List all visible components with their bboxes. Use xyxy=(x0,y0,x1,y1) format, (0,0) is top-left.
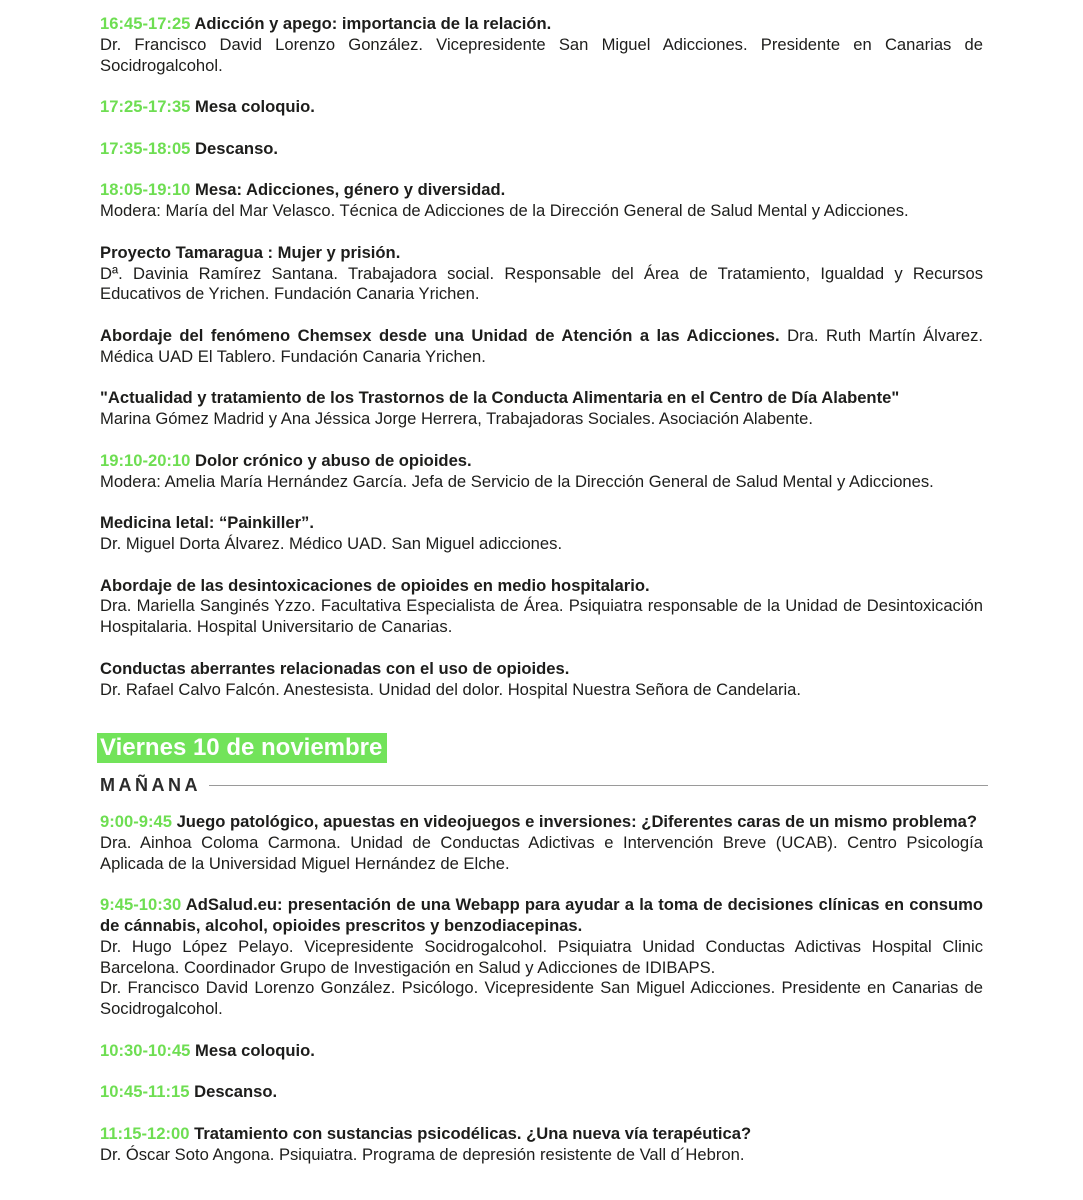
item-title: Abordaje de las desintoxicaciones de opioides en medio hospitalario. xyxy=(100,575,650,595)
item-title: Conductas aberrantes relacionadas con el uso de opioides. xyxy=(100,658,570,678)
item-time: 9:00-9:45 xyxy=(100,812,172,832)
schedule-item xyxy=(100,1082,983,1103)
item-speaker: Marina Gómez Madrid y Ana Jéssica Jorge Herrera, Trabajadoras Sociales. Asociación Alabente. xyxy=(100,409,813,429)
item-title: Dolor crónico y abuso de opioides. xyxy=(190,450,472,470)
program-content xyxy=(100,14,983,1186)
item-speaker: Dra. Ruth Martín Álvarez. Médica UAD El Tablero. Fundación Canaria Yrichen. xyxy=(100,325,984,366)
item-speaker: Dr. Óscar Soto Angona. Psiquiatra. Programa de depresión resistente de Vall d´Hebron. xyxy=(100,1144,745,1164)
schedule-item xyxy=(100,659,983,701)
item-heading xyxy=(100,388,983,409)
item-speaker: Dª. Davinia Ramírez Santana. Trabajadora social. Responsable del Área de Tratamiento, Igualdad y Recursos Educativos de Yrichen. Fundación Canaria Yrichen. xyxy=(100,263,983,304)
item-speaker: Dr. Rafael Calvo Falcón. Anestesista. Unidad del dolor. Hospital Nuestra Señora de Candelaria. xyxy=(100,679,802,699)
item-heading xyxy=(100,1041,983,1062)
item-heading xyxy=(100,451,983,472)
item-time: 9:45-10:30 xyxy=(100,895,182,915)
item-time: 10:45-11:15 xyxy=(100,1082,190,1102)
schedule-item xyxy=(100,180,983,222)
schedule-item xyxy=(100,243,983,305)
item-time: 18:05-19:10 xyxy=(100,180,191,200)
schedule-item xyxy=(100,388,983,430)
item-speaker: Dr. Francisco David Lorenzo González. Vicepresidente San Miguel Adicciones. Presidente en Canarias de Socidrogalcohol. xyxy=(100,34,983,75)
item-title: Adicción y apego: importancia de la relación. xyxy=(190,14,552,33)
item-title: Proyecto Tamaragua : Mujer y prisión. xyxy=(100,242,401,262)
item-title: Mesa: Adicciones, género y diversidad. xyxy=(190,180,506,200)
item-heading xyxy=(100,1124,983,1145)
item-speaker: Dra. Mariella Sanginés Yzzo. Facultativa Especialista de Área. Psiquiatra responsable de la Unidad de Desintoxicación Hospitalaria. Hospital Universitario de Canarias. xyxy=(100,596,983,637)
schedule-item xyxy=(100,14,983,76)
item-title: AdSalud.eu: presentación de una Webapp para ayudar a la toma de decisiones clínicas en consumo de cánnabis, alcohol, opioides prescritos y benzodiacepinas. xyxy=(100,895,983,936)
afternoon-schedule xyxy=(100,14,983,700)
item-heading xyxy=(100,659,983,680)
item-time: 16:45-17:25 xyxy=(100,14,191,33)
item-title: Abordaje del fenómeno Chemsex desde una Unidad de Atención a las Adicciones. xyxy=(100,325,780,345)
section-header xyxy=(100,775,988,796)
schedule-item xyxy=(100,451,983,493)
item-heading xyxy=(100,513,983,534)
schedule-item xyxy=(100,812,983,874)
item-title: Tratamiento con sustancias psicodélicas. ¿Una nueva vía terapéutica? xyxy=(189,1124,752,1144)
schedule-item xyxy=(100,1041,983,1062)
schedule-item xyxy=(100,1124,983,1166)
item-title: Descanso. xyxy=(190,138,279,158)
item-title: "Actualidad y tratamiento de los Trastornos de la Conducta Alimentaria en el Centro de Día Alabente" xyxy=(100,388,900,408)
item-heading xyxy=(100,326,983,368)
item-heading xyxy=(100,576,983,597)
item-speaker: Dr. Francisco David Lorenzo González. Psicólogo. Vicepresidente San Miguel Adicciones. Presidente en Canarias de Socidrogalcohol. xyxy=(100,978,983,1019)
schedule-item xyxy=(100,576,983,638)
section-divider xyxy=(209,785,988,786)
item-speaker: Dr. Hugo López Pelayo. Vicepresidente Socidrogalcohol. Psiquiatra Unidad Conductas Adictivas Hospital Clinic Barcelona. Coordinador Grupo de Investigación en Salud y Adicciones de IDIBAPS. xyxy=(100,936,983,977)
morning-schedule xyxy=(100,812,983,1166)
item-title: Mesa coloquio. xyxy=(190,1040,315,1060)
item-title: Juego patológico, apuestas en videojuegos e inversiones: ¿Diferentes caras de un mismo problema? xyxy=(171,812,977,832)
schedule-item xyxy=(100,139,983,160)
schedule-item xyxy=(100,97,983,118)
item-speaker: Dra. Ainhoa Coloma Carmona. Unidad de Conductas Adictivas e Intervención Breve (UCAB). Centro Psicología Aplicada de la Universidad Miguel Hernández de Elche. xyxy=(100,832,983,873)
item-title: Medicina letal: “Painkiller”. xyxy=(100,513,314,533)
item-time: 17:25-17:35 xyxy=(100,97,191,117)
section-label: MAÑANA xyxy=(100,775,201,796)
item-heading xyxy=(100,895,983,937)
schedule-item xyxy=(100,513,983,555)
item-time: 19:10-20:10 xyxy=(100,450,191,470)
item-speaker: Modera: María del Mar Velasco. Técnica de Adicciones de la Dirección General de Salud Mental y Adicciones. xyxy=(100,201,909,221)
item-speaker: Dr. Miguel Dorta Álvarez. Médico UAD. San Miguel adicciones. xyxy=(100,533,563,553)
schedule-item xyxy=(100,895,983,1020)
item-heading xyxy=(100,243,983,264)
item-time: 10:30-10:45 xyxy=(100,1040,191,1060)
item-speaker: Modera: Amelia María Hernández García. Jefa de Servicio de la Dirección General de Salud Mental y Adicciones. xyxy=(100,471,934,491)
item-heading xyxy=(100,97,983,118)
item-title: Descanso. xyxy=(189,1082,278,1102)
item-heading xyxy=(100,180,983,201)
item-heading xyxy=(100,1082,983,1103)
item-heading xyxy=(100,139,983,160)
item-heading xyxy=(100,812,983,833)
item-time: 17:35-18:05 xyxy=(100,138,191,158)
day-heading: Viernes 10 de noviembre xyxy=(97,733,387,763)
item-title: Mesa coloquio. xyxy=(190,97,315,117)
item-time: 11:15-12:00 xyxy=(100,1124,190,1144)
item-heading xyxy=(100,14,983,35)
schedule-item xyxy=(100,326,983,368)
